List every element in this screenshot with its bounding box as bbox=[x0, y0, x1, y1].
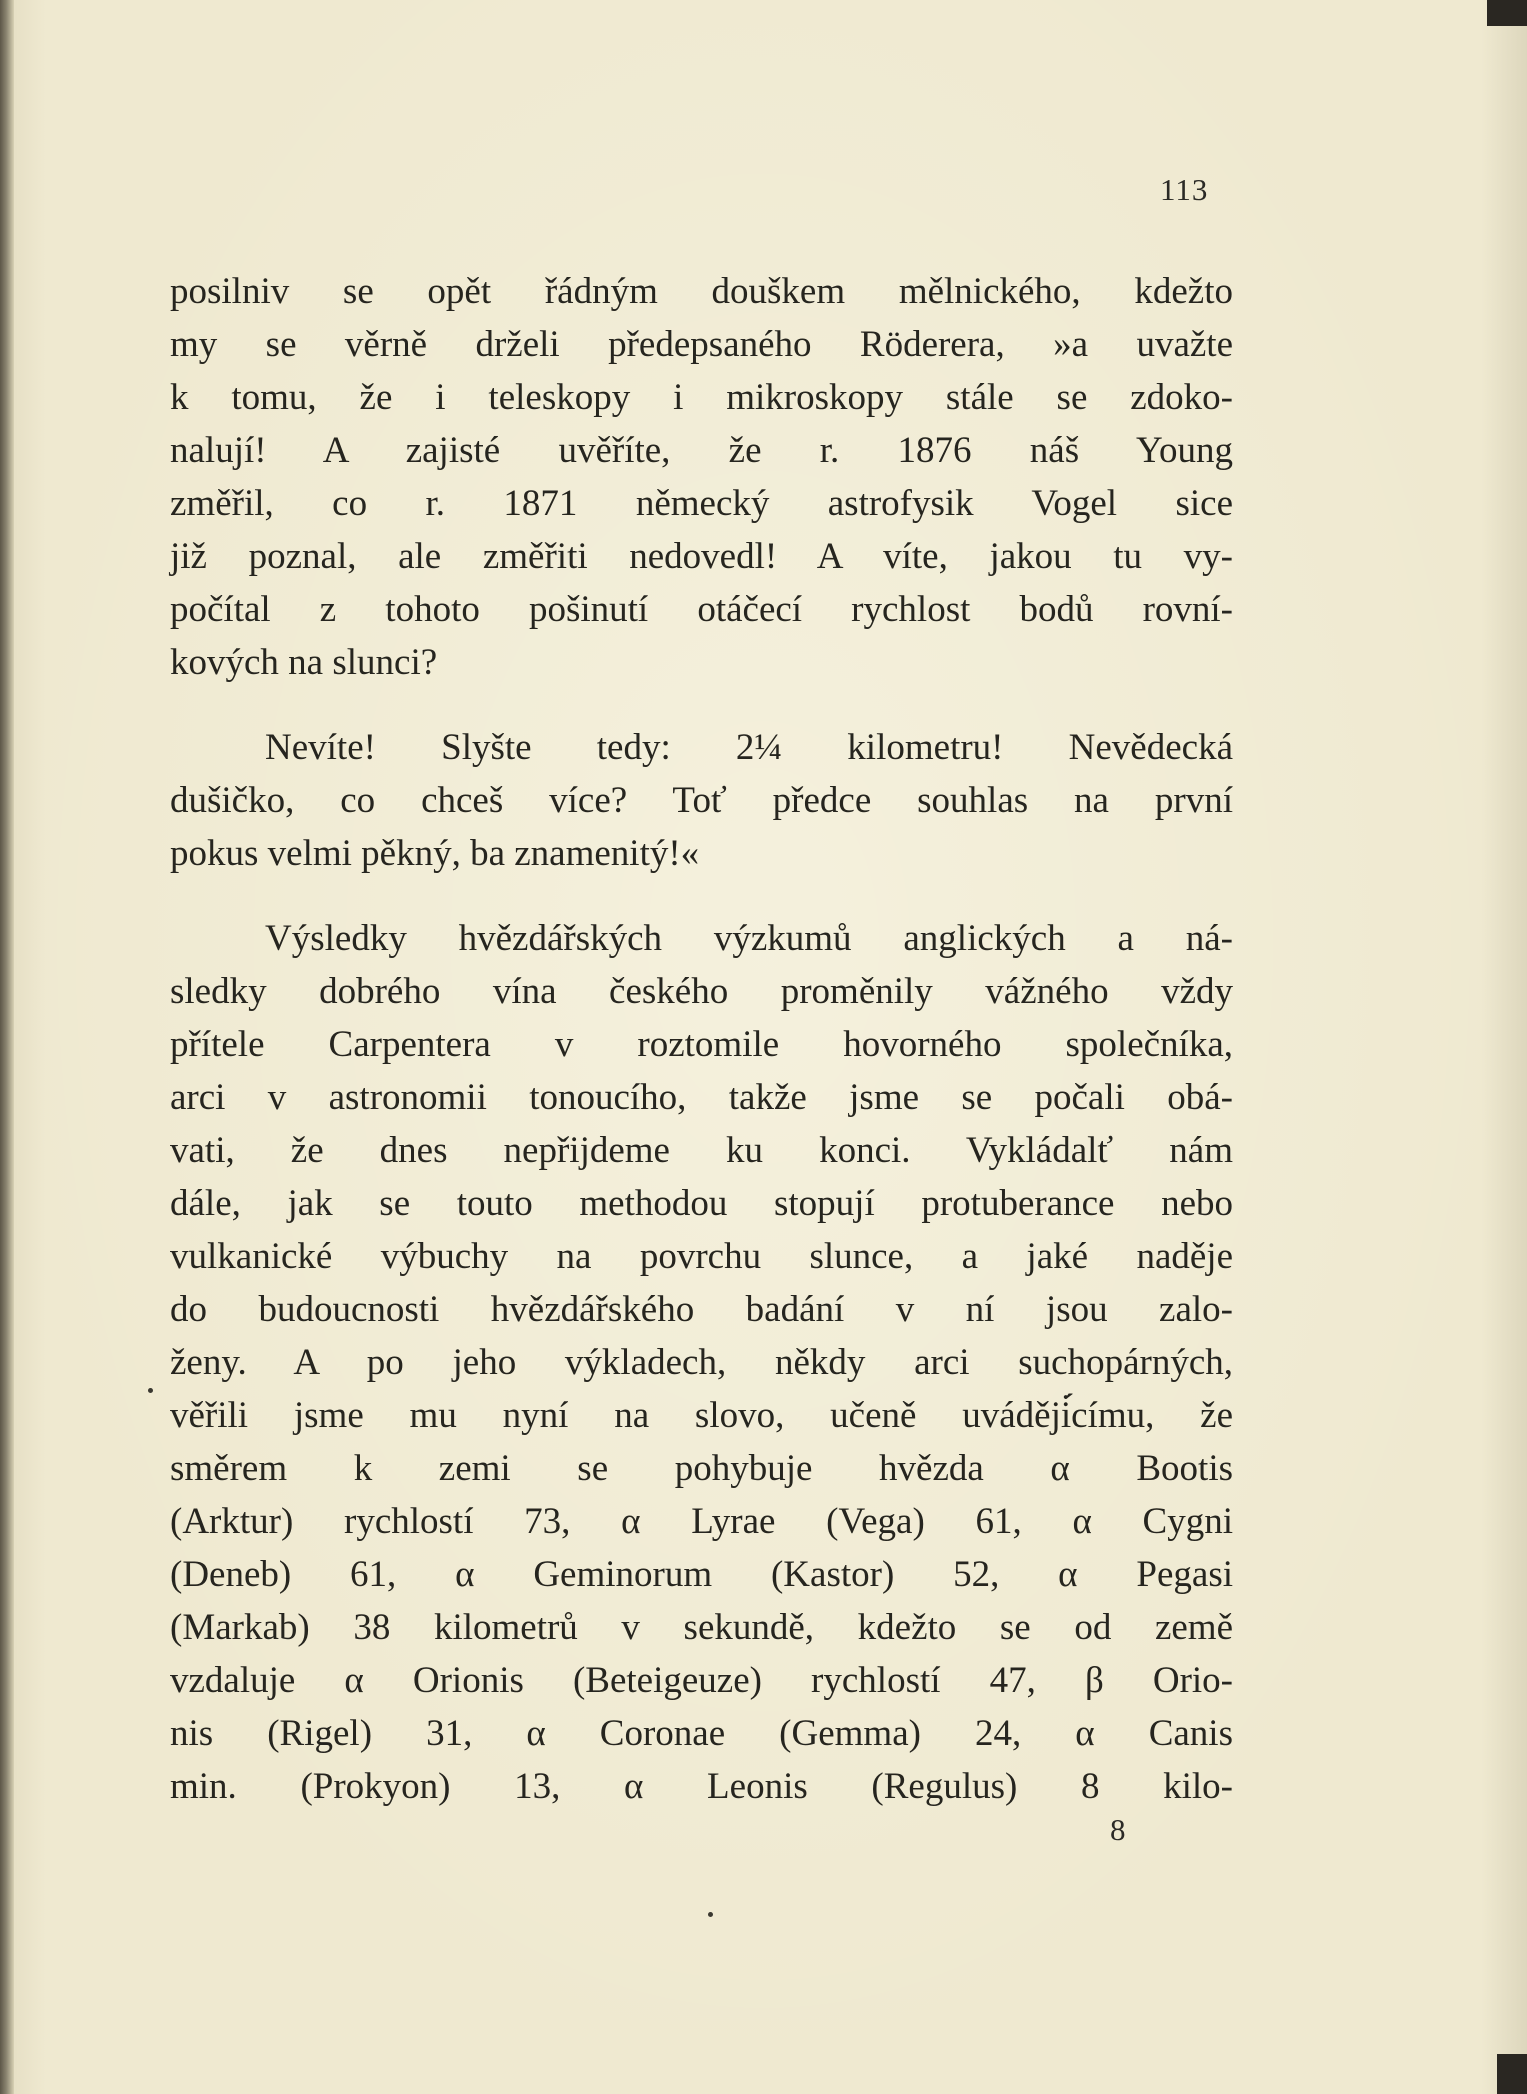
text-line: k tomu, že i teleskopy i mikroskopy stále se zdoko- bbox=[170, 377, 1233, 418]
text-line: dušičko, co chceš více? Toť předce souhlas na první bbox=[170, 780, 1233, 821]
paragraph-gap bbox=[170, 880, 1233, 912]
binding-edge bbox=[0, 0, 14, 2094]
text-line: (Markab) 38 kilometrů v sekundě, kdežto se od země bbox=[170, 1607, 1233, 1648]
text-line: sledky dobrého vína českého proměnily vážného vždy bbox=[170, 971, 1233, 1012]
text-line: již poznal, ale změřiti nedovedl! A víte, jakou tu vy- bbox=[170, 536, 1233, 577]
paragraph bbox=[170, 912, 1233, 1813]
text-line: pokus velmi pěkný, ba znamenitý!« bbox=[170, 833, 700, 874]
signature-mark: 8 bbox=[1110, 1812, 1126, 1847]
scan-corner-bottom-right bbox=[1497, 2054, 1527, 2094]
text-line: my se věrně drželi předepsaného Röderera, »a uvažte bbox=[170, 324, 1233, 365]
page-number: 113 bbox=[1160, 172, 1209, 207]
text-line: nis (Rigel) 31, α Coronae (Gemma) 24, α Canis bbox=[170, 1713, 1233, 1754]
margin-dot bbox=[148, 1388, 153, 1393]
text-line: posilniv se opět řádným douškem mělnického, kdežto bbox=[170, 271, 1233, 312]
text-line: vulkanické výbuchy na povrchu slunce, a jaké naděje bbox=[170, 1236, 1233, 1277]
paragraph bbox=[170, 265, 1233, 689]
text-line: vzdaluje α Orionis (Beteigeuze) rychlostí 47, β Orio- bbox=[170, 1660, 1233, 1701]
text-line: kových na slunci? bbox=[170, 642, 438, 683]
text-line: vati, že dnes nepřijdeme ku konci. Vykládalť nám bbox=[170, 1130, 1233, 1171]
text-line: arci v astronomii tonoucího, takže jsme se počali obá- bbox=[170, 1077, 1233, 1118]
body-text bbox=[170, 265, 1233, 1813]
text-line: dále, jak se touto methodou stopují protuberance nebo bbox=[170, 1183, 1233, 1224]
text-line: věřili jsme mu nyní na slovo, učeně uváději̇́címu, že bbox=[170, 1395, 1233, 1436]
text-line: Nevíte! Slyšte tedy: 2¼ kilometru! Nevědecká bbox=[265, 727, 1233, 768]
text-line: Výsledky hvězdářských výzkumů anglických a ná- bbox=[265, 918, 1233, 959]
scan-corner-top-right bbox=[1487, 0, 1527, 26]
text-line: směrem k zemi se pohybuje hvězda α Bootis bbox=[170, 1448, 1233, 1489]
text-line: nalují! A zajisté uvěříte, že r. 1876 náš Young bbox=[170, 430, 1233, 471]
text-line: ženy. A po jeho výkladech, někdy arci suchopárných, bbox=[170, 1342, 1233, 1383]
paragraph-gap bbox=[170, 689, 1233, 721]
text-line: (Arktur) rychlostí 73, α Lyrae (Vega) 61, α Cygni bbox=[170, 1501, 1233, 1542]
text-line: přítele Carpentera v roztomile hovorného společníka, bbox=[170, 1024, 1233, 1065]
text-line: počítal z tohoto pošinutí otáčecí rychlost bodů rovní- bbox=[170, 589, 1233, 630]
text-line: do budoucnosti hvězdářského badání v ní jsou zalo- bbox=[170, 1289, 1233, 1330]
text-line: (Deneb) 61, α Geminorum (Kastor) 52, α Pegasi bbox=[170, 1554, 1233, 1595]
text-line: změřil, co r. 1871 německý astrofysik Vogel sice bbox=[170, 483, 1233, 524]
paragraph bbox=[170, 721, 1233, 880]
text-line: min. (Prokyon) 13, α Leonis (Regulus) 8 kilo- bbox=[170, 1766, 1233, 1807]
margin-dot bbox=[708, 1912, 713, 1917]
